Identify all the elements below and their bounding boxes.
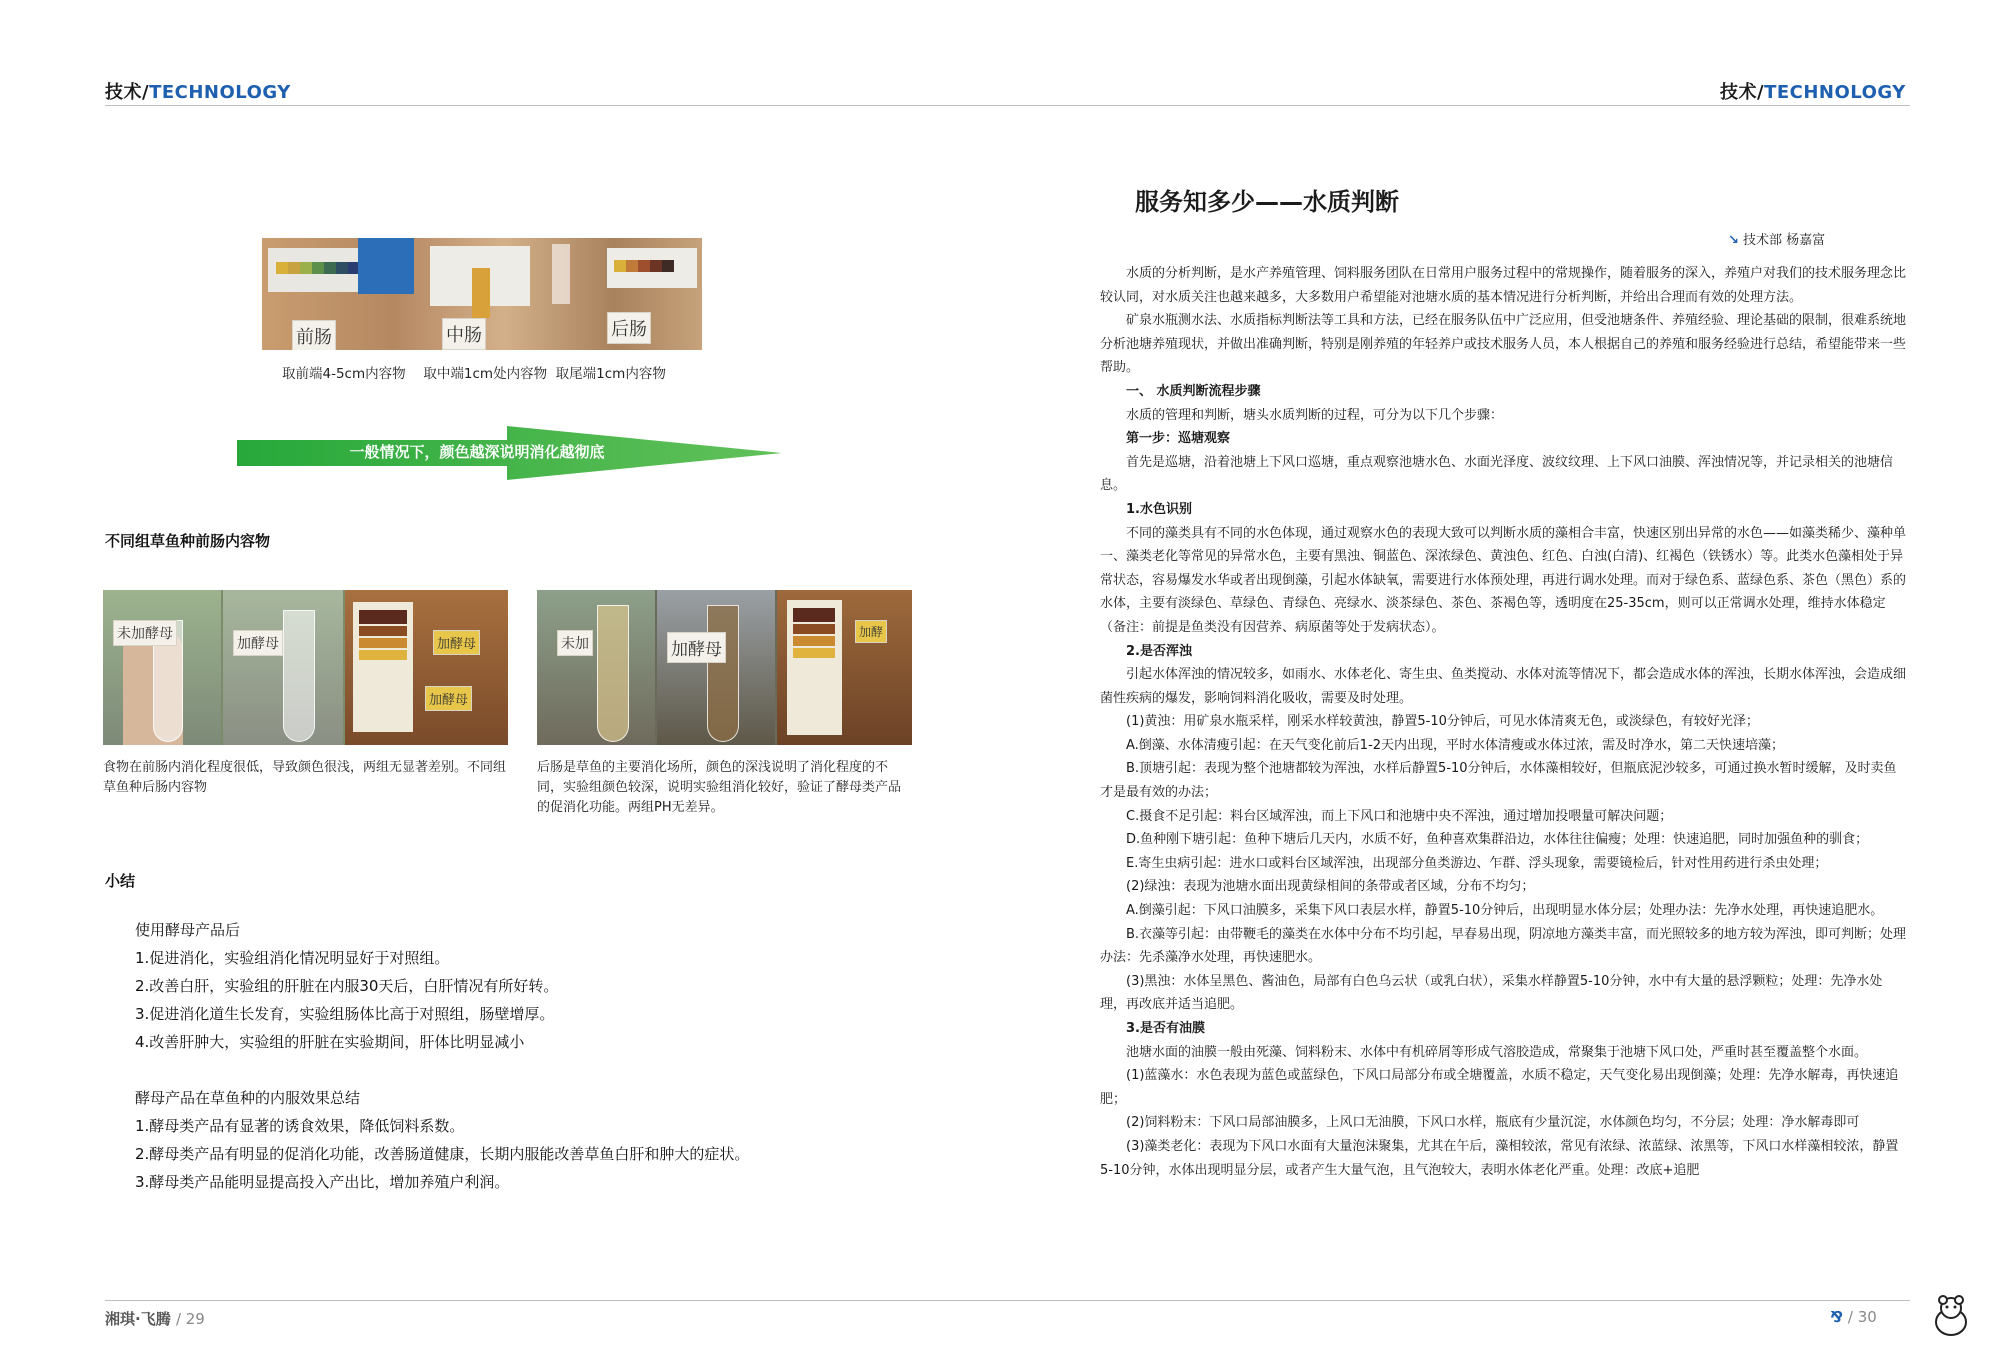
author-line — [1728, 229, 1825, 248]
mascot-icon — [1928, 1292, 1974, 1338]
summary-title: 小结 — [105, 872, 136, 890]
label-yeast-strip-1: 加酵母 — [433, 630, 480, 655]
label-yeast: 加酵母 — [233, 630, 283, 656]
intestine-samples-photo — [262, 238, 702, 350]
article-paragraph: A.倒藻引起：下风口油膜多，采集下风口表层水样，静置5-10分钟后，出现明显水体分层；处理办法：先净水处理，再快速追肥水。 — [1126, 903, 1884, 919]
group-title: 不同组草鱼种前肠内容物 — [105, 532, 271, 550]
article-paragraph: (3)藻类老化：表现为下风口水面有大量泡沫聚集，尤其在午后，藻相较浓，常见有浓绿、浓蓝绿、浓黑等，下风口水样藻相较浓，静置5-10分钟，水体出现明显分层，或者产生大量气泡，且气泡较大，表明水体老化严重。处理：改底+追肥 — [1100, 1138, 1899, 1178]
article-paragraph: 水质的分析判断，是水产养殖管理、饲料服务团队在日常用户服务过程中的常规操作，随着服务的深入，养殖户对我们的技术服务理念比较认同，对水质关注也越来越多，大多数用户希望能对池塘水质的基本情况进行分析判断，并给出合理而有效的处理方法。 — [1100, 266, 1907, 305]
footer-rule-right — [1000, 1300, 1910, 1301]
article-paragraph: 引起水体浑浊的情况较多，如雨水、水体老化、寄生虫、鱼类搅动、水体对流等情况下，都会造成水体的浑浊，长期水体浑浊，会造成细菌性疾病的爆发，影响饲料消化吸收，需要及时处理。 — [1100, 667, 1907, 706]
footer-rule — [105, 1300, 1000, 1301]
arrow-text: 一般情况下，颜色越深说明消化越彻底 — [349, 443, 605, 461]
top-photos-caption: 取前端4-5cm内容物 取中端1cm处内容物 取尾端1cm内容物 — [282, 366, 666, 382]
article-paragraph: (1)蓝藻水：水色表现为蓝色或蓝绿色，下风口局部分布或全塘覆盖，水质不稳定，天气变化易出现倒藻；处理：先净水解毒，再快速追肥； — [1100, 1068, 1899, 1107]
article-paragraph: (3)黑浊：水体呈黑色、酱油色，局部有白色乌云状（或乳白状），采集水样静置5-10分钟，水中有大量的悬浮颗粒；处理：先净水处理，再改底并适当追肥。 — [1100, 973, 1883, 1013]
label-yeast-strip-3: 加酵 — [855, 620, 887, 643]
page-number-right: / 30 — [1847, 1308, 1877, 1326]
article-paragraph: A.倒藻、水体清瘦引起：在天气变化前后1-2天内出现，平时水体清瘦或水体过浓，需及时净水，第二天快速培藻； — [1126, 737, 1785, 753]
caption-hindgut: 后肠是草鱼的主要消化场所，颜色的深浅说明了消化程度的不同，实验组颜色较深，说明实验组消化较好，验证了酵母类产品的促消化功能。两组PH无差异。 — [537, 760, 902, 815]
summary-list — [135, 916, 749, 1196]
article-heading: 第一步：巡塘观察 — [1126, 431, 1231, 447]
section-header-right: 技术/TECHNOLOGY — [1720, 82, 1906, 103]
label-midgut: 中肠 — [442, 318, 486, 350]
caption-foregut: 食物在前肠内消化程度很低，导致颜色很浅，两组无显著差别。不同组草鱼种后肠内容物 — [103, 760, 507, 795]
brand-logo-icon: ⅋ — [1830, 1308, 1844, 1326]
article-paragraph: B.衣藻等引起：由带鞭毛的藻类在水体中分布不均引起，早春易出现，阴凉地方藻类丰富，而光照较多的地方较为浑浊，即可判断；处理办法：先杀藻净水处理，再快速肥水。 — [1100, 926, 1907, 966]
summary-line: 1.酵母类产品有显著的诱食效果，降低饲料系数。 — [135, 1117, 465, 1135]
article-title: 服务知多少——水质判断 — [1135, 188, 1399, 216]
article-paragraph: (1)黄浊：用矿泉水瓶采样，刚采水样较黄浊，静置5-10分钟后，可见水体清爽无色，或淡绿色，有较好光泽； — [1126, 714, 1759, 730]
article-paragraph: 水质的管理和判断，塘头水质判断的过程，可分为以下几个步骤： — [1126, 407, 1504, 423]
header-rule — [105, 105, 1000, 106]
page-number-left: / 29 — [175, 1310, 205, 1328]
label-yeast-2: 加酵母 — [667, 632, 726, 663]
article-paragraph: B.顶塘引起：表现为整个池塘都较为浑浊，水样后静置5-10分钟后，水体藻相较好，但瓶底泥沙较多，可通过换水暂时缓解，及时卖鱼才是最有效的办法； — [1100, 761, 1897, 801]
summary-line: 4.改善肝肿大，实验组的肝脏在实验期间，肝体比明显减小 — [135, 1033, 525, 1051]
article-paragraph: (2)饲料粉末：下风口局部油膜多，上风口无油膜，下风口水样，瓶底有少量沉淀，水体颜色均匀，不分层；处理：净水解毒即可 — [1126, 1115, 1860, 1131]
article-paragraph: (2)绿浊：表现为池塘水面出现黄绿相间的条带或者区域，分布不均匀； — [1126, 879, 1535, 895]
article-paragraph: 首先是巡塘，沿着池塘上下风口巡塘，重点观察池塘水色、水面光泽度、波纹纹理、上下风口油膜、浑浊情况等，并记录相关的池塘信息。 — [1100, 454, 1894, 494]
article-heading: 2.是否浑浊 — [1126, 643, 1192, 659]
article-heading: 1.水色识别 — [1126, 501, 1192, 517]
right-page — [1000, 0, 2000, 1357]
label-no-yeast-2: 未加 — [557, 630, 593, 656]
article-body — [1100, 262, 1908, 1182]
label-foregut: 前肠 — [292, 320, 336, 350]
footer-left — [105, 1308, 205, 1329]
label-no-yeast: 未加酵母 — [113, 620, 177, 646]
footer-right — [1830, 1308, 1877, 1326]
article-paragraph: E.寄生虫病引起：进水口或料台区域浑浊，出现部分鱼类游边、乍群、浮头现象，需要镜检后，针对性用药进行杀虫处理； — [1126, 855, 1828, 871]
summary-line — [135, 1056, 749, 1084]
article-heading: 一、 水质判断流程步骤 — [1126, 383, 1261, 399]
label-hindgut: 后肠 — [607, 312, 651, 344]
section-header: 技术/TECHNOLOGY — [105, 82, 291, 103]
header-rule-right — [1000, 105, 1910, 106]
article-heading: 3.是否有油膜 — [1126, 1021, 1205, 1036]
footer-brand: 湘琪·飞腾 — [105, 1310, 171, 1328]
article-paragraph: 矿泉水瓶测水法、水质指标判断法等工具和方法，已经在服务队伍中广泛应用，但受池塘条件、养殖经验、理论基础的限制，很难系统地分析池塘养殖现状，并做出准确判断，特别是刚养殖的年轻养户或技术服务人员，本人根据自己的养殖和服务经验进行总结，希望能带来一些帮助。 — [1100, 313, 1907, 376]
summary-line: 2.酵母类产品有明显的促消化功能，改善肠道健康，长期内服能改善草鱼白肝和肿大的症状。 — [135, 1145, 750, 1163]
summary-line: 3.促进消化道生长发育，实验组肠体比高于对照组，肠壁增厚。 — [135, 1005, 555, 1023]
summary-line: 酵母产品在草鱼种的内服效果总结 — [135, 1089, 361, 1107]
summary-line: 3.酵母类产品能明显提高投入产出比，增加养殖户利润。 — [135, 1173, 510, 1191]
author-name: 技术部 杨嘉富 — [1743, 233, 1826, 248]
hindgut-comparison-photo — [537, 590, 912, 745]
foregut-comparison-photo — [103, 590, 508, 745]
summary-line: 2.改善白肝，实验组的肝脏在内服30天后，白肝情况有所好转。 — [135, 977, 559, 995]
article-paragraph: C.摄食不足引起：料台区域浑浊，而上下风口和池塘中央不浑浊，通过增加投喂量可解决问题； — [1126, 808, 1673, 824]
label-yeast-strip-2: 加酵母 — [425, 686, 472, 711]
author-mark-icon: ↘ — [1728, 233, 1739, 248]
summary-line: 1.促进消化，实验组消化情况明显好于对照组。 — [135, 949, 450, 967]
article-paragraph: 不同的藻类具有不同的水色体现，通过观察水色的表现大致可以判断水质的藻相合丰富，快速区别出异常的水色——如藻类稀少、藻种单一、藻类老化等常见的异常水色，主要有黑浊、铜蓝色、深浓绿色、黄浊色、红色、白浊(白清)、红褐色（铁锈水）等。此类水色藻相处于异常状态，容易爆发水华或者出现倒藻，引起水体缺氧，需要进行水体预处理，再进行调水处理。而对于绿色系、蓝绿色系、茶色（黑色）系的水体，主要有淡绿色、草绿色、青绿色、亮绿水、淡茶绿色、茶色、茶褐色等，透明度在25-35cm，则可以正常调水处理，维持水体稳定（备注：前提是鱼类没有因营养、病原菌等处于发病状态）。 — [1100, 525, 1907, 635]
article-paragraph: 池塘水面的油膜一般由死藻、饲料粉末、水体中有机碎屑等形成气溶胶造成，常聚集于池塘下风口处，严重时甚至覆盖整个水面。 — [1126, 1044, 1868, 1060]
summary-line: 使用酵母产品后 — [135, 921, 241, 939]
article-paragraph: D.鱼种刚下塘引起：鱼种下塘后几天内，水质不好，鱼种喜欢集群沿边，水体往往偏瘦；处理：快速追肥，同时加强鱼种的驯食； — [1126, 832, 1869, 848]
